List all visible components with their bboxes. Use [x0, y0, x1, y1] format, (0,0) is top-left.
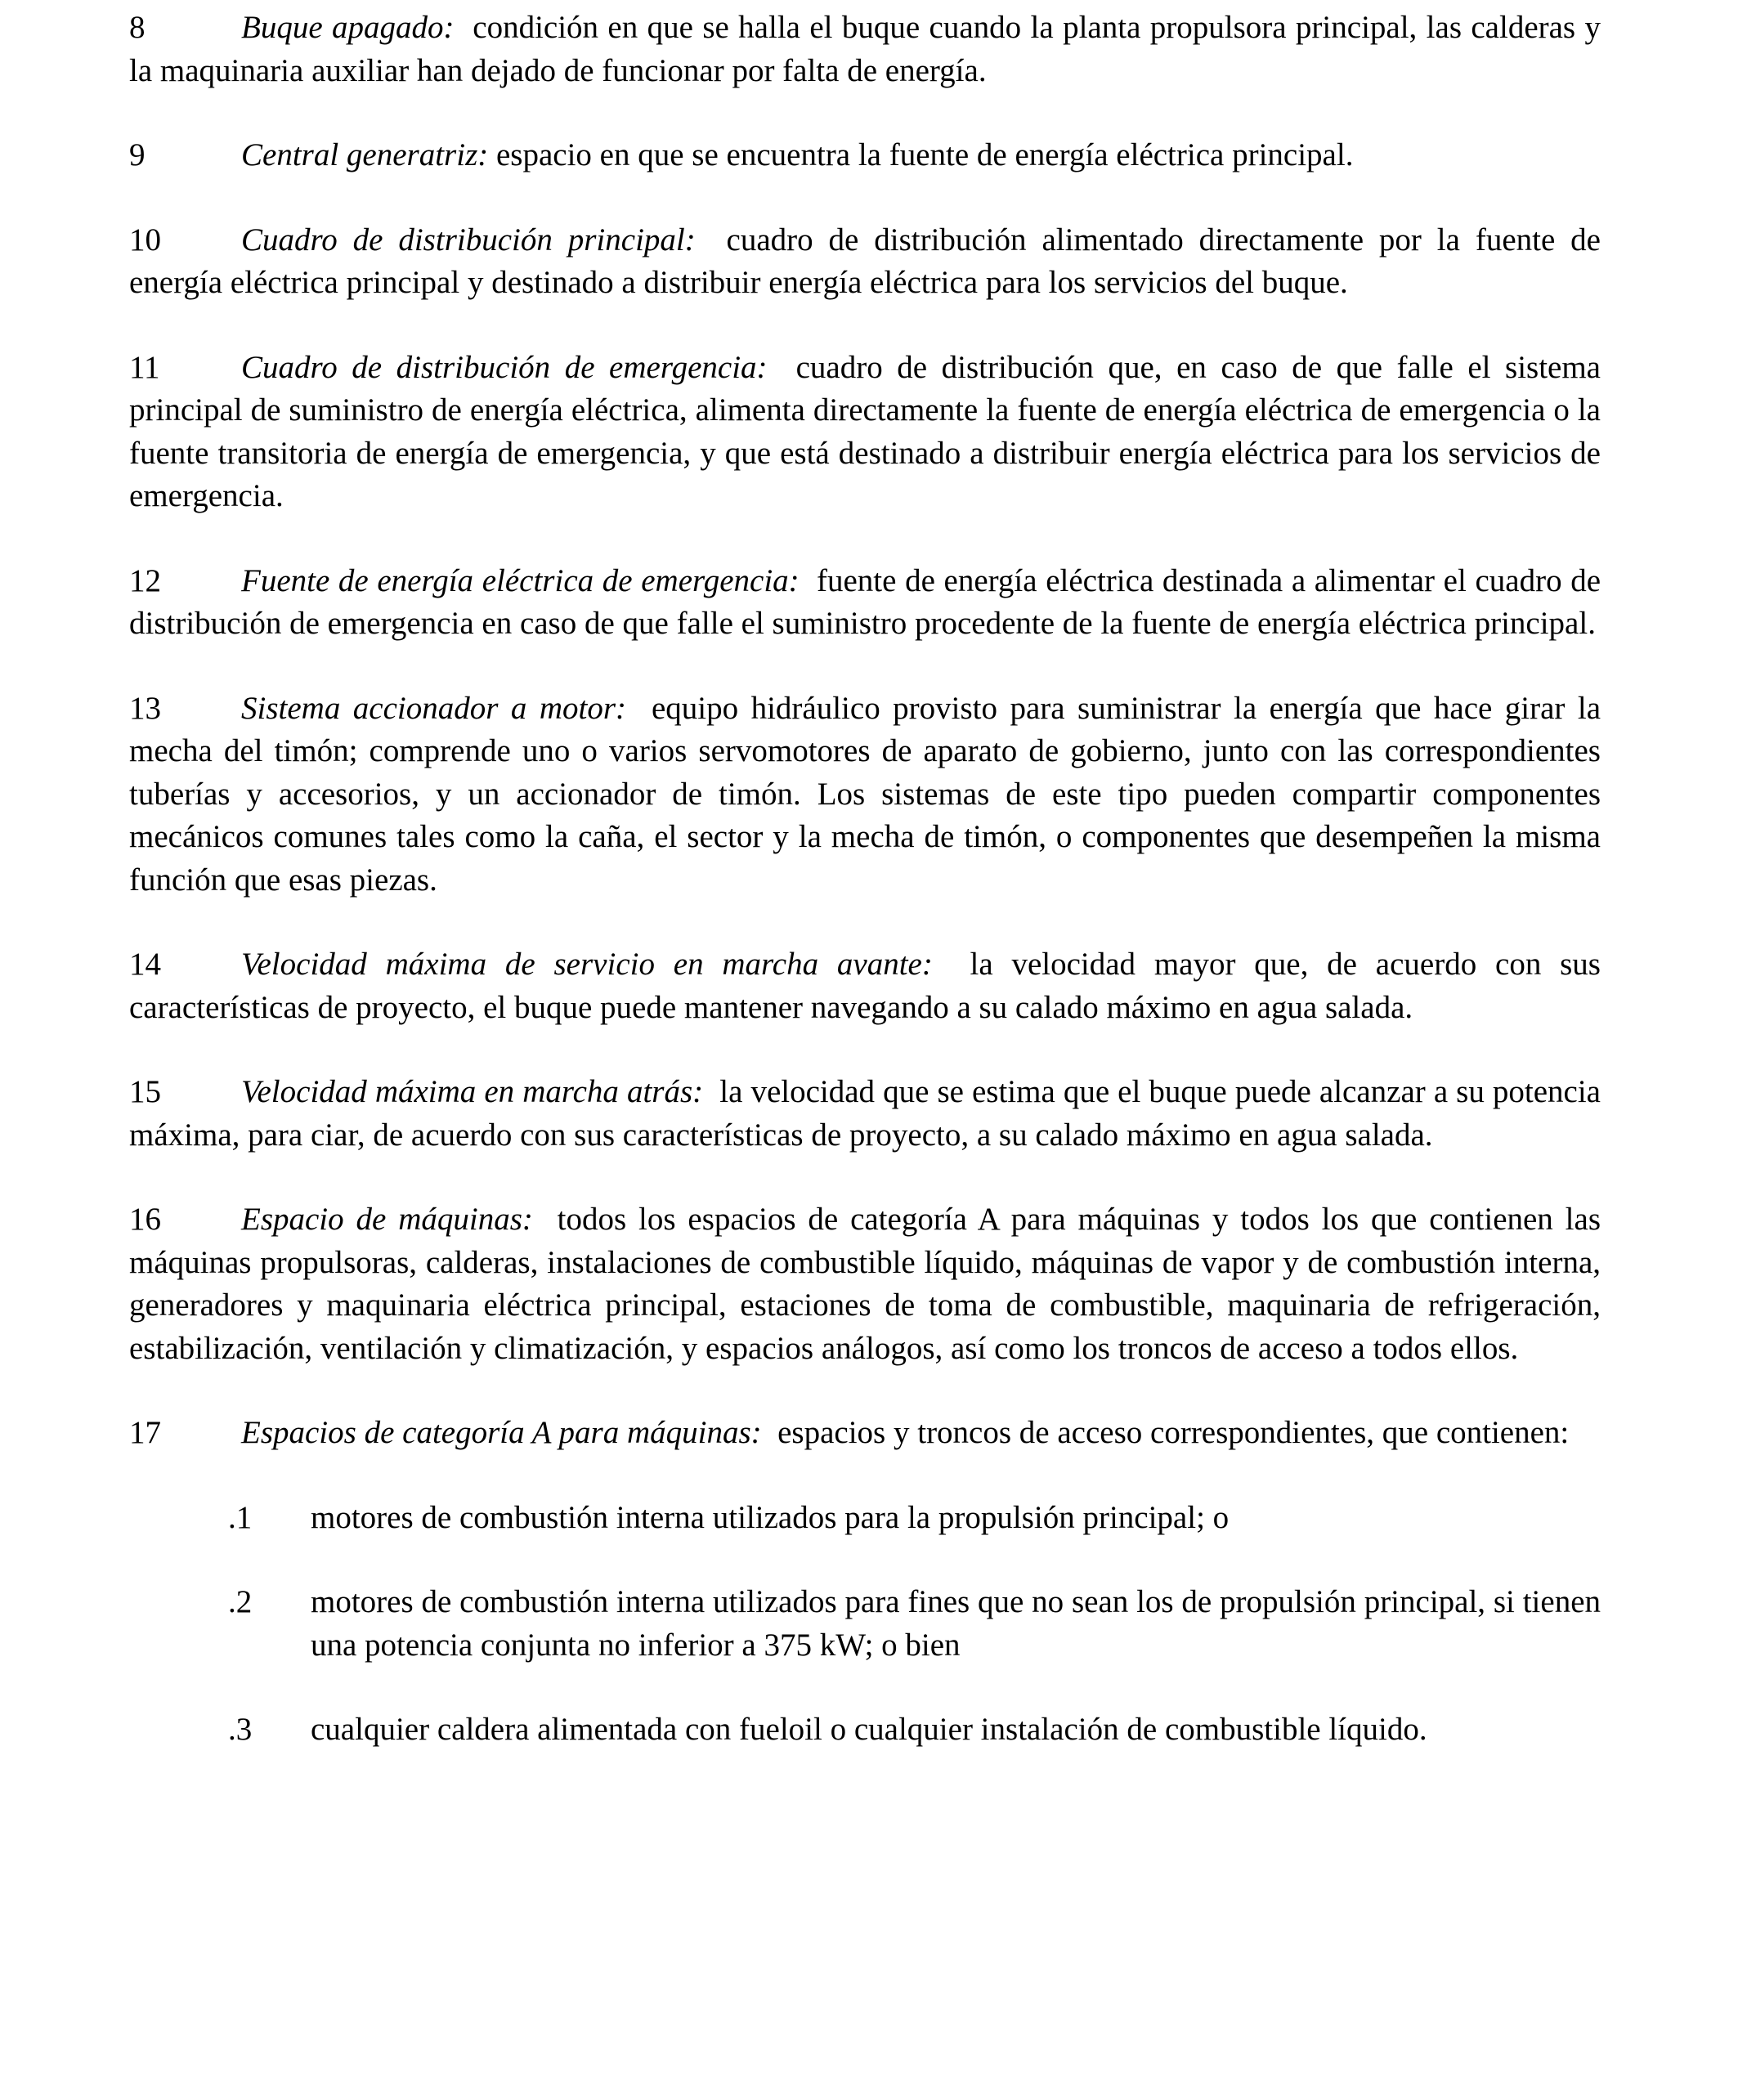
definition-8 [129, 7, 1601, 92]
definition-term: Cuadro de distribución de emergencia: [241, 349, 768, 385]
document-page [129, 7, 1601, 1752]
definition-term: Espacios de categoría A para máquinas: [241, 1415, 762, 1450]
definition-17 [129, 1412, 1601, 1455]
subitem-text: motores de combustión interna utilizados para fines que no sean los de propulsión principal, si tienen una potencia conjunta no inferior a 375 kW; o bien [311, 1584, 1601, 1663]
definition-text: la velocidad que se estima que el buque puede alcanzar a su potencia máxima, para ciar, de acuerdo con sus características de proyecto, a su calado máximo en agua salada. [129, 1074, 1601, 1153]
definition-number: 9 [129, 137, 146, 172]
definition-12 [129, 560, 1601, 646]
definition-text: espacio en que se encuentra la fuente de energía eléctrica principal. [495, 137, 1354, 172]
subitem-text: motores de combustión interna utilizados para la propulsión principal; o [311, 1499, 1230, 1535]
definition-11 [129, 347, 1601, 518]
definition-term: Buque apagado: [241, 10, 455, 45]
definition-text: equipo hidráulico provisto para suministrar la energía que hace girar la mecha del timón; comprende uno o varios servomotores de aparato de gobierno, junto con las correspondientes tuberías y accesorios, y un accionador de timón. Los sistemas de este tipo pueden compartir componentes mecánicos comunes tales como la caña, el sector y la mecha de timón, o componentes que desempeñen la misma función que esas piezas. [129, 690, 1601, 898]
definition-term: Cuadro de distribución principal: [241, 222, 696, 257]
subitem-number: .2 [228, 1584, 253, 1619]
definition-term: Velocidad máxima en marcha atrás: [241, 1074, 704, 1109]
definition-13 [129, 687, 1601, 902]
subitem-number: .1 [228, 1499, 253, 1535]
definition-number: 11 [129, 349, 160, 385]
subitem-text: cualquier caldera alimentada con fueloil o cualquier instalación de combustible líquido. [311, 1712, 1427, 1747]
definition-number: 16 [129, 1202, 161, 1237]
subitem-2 [129, 1581, 1601, 1667]
definition-16 [129, 1198, 1601, 1370]
definition-10 [129, 219, 1601, 305]
definition-15 [129, 1071, 1601, 1157]
definition-text: condición en que se halla el buque cuando la planta propulsora principal, las calderas y la maquinaria auxiliar han dejado de funcionar por falta de energía. [129, 10, 1601, 88]
definition-number: 8 [129, 10, 146, 45]
definition-text: todos los espacios de categoría A para máquinas y todos los que contienen las máquinas propulsoras, calderas, instalaciones de combustible líquido, máquinas de vapor y de combustión interna, generadores y maquinaria eléctrica principal, estaciones de toma de combustible, maquinaria de refrigeración, estabilización, ventilación y climatización, y espacios análogos, así como los troncos de acceso a todos ellos. [129, 1202, 1601, 1366]
definition-term: Velocidad máxima de servicio en marcha avante: [241, 947, 933, 982]
definition-text: espacios y troncos de acceso correspondientes, que contienen: [777, 1415, 1570, 1450]
definition-number: 12 [129, 562, 161, 598]
definition-text: fuente de energía eléctrica destinada a alimentar el cuadro de distribución de emergencia en caso de que falle el suministro procedente de la fuente de energía eléctrica principal. [129, 562, 1601, 641]
definition-term: Sistema accionador a motor: [241, 690, 627, 726]
subitem-1 [129, 1497, 1601, 1540]
definition-number: 17 [129, 1415, 161, 1450]
subitem-3 [129, 1708, 1601, 1752]
definition-14 [129, 943, 1601, 1029]
definition-number: 14 [129, 947, 161, 982]
subitem-number: .3 [228, 1712, 253, 1747]
definition-term: Central generatriz: [241, 137, 489, 172]
definition-text: la velocidad mayor que, de acuerdo con sus características de proyecto, el buque puede mantener navegando a su calado máximo en agua salada. [129, 947, 1601, 1025]
definition-number: 15 [129, 1074, 161, 1109]
definition-term: Fuente de energía eléctrica de emergencia: [241, 562, 800, 598]
definition-text: cuadro de distribución que, en caso de que falle el sistema principal de suministro de energía eléctrica, alimenta directamente la fuente de energía eléctrica de emergencia o la fuente transitoria de energía de emergencia, y que está destinado a distribuir energía eléctrica para los servicios de emergencia. [129, 349, 1601, 513]
definition-9 [129, 134, 1601, 177]
definition-number: 10 [129, 222, 161, 257]
definition-text: cuadro de distribución alimentado directamente por la fuente de energía eléctrica principal y destinado a distribuir energía eléctrica para los servicios del buque. [129, 222, 1601, 300]
definition-term: Espacio de máquinas: [241, 1202, 533, 1237]
definition-number: 13 [129, 690, 161, 726]
